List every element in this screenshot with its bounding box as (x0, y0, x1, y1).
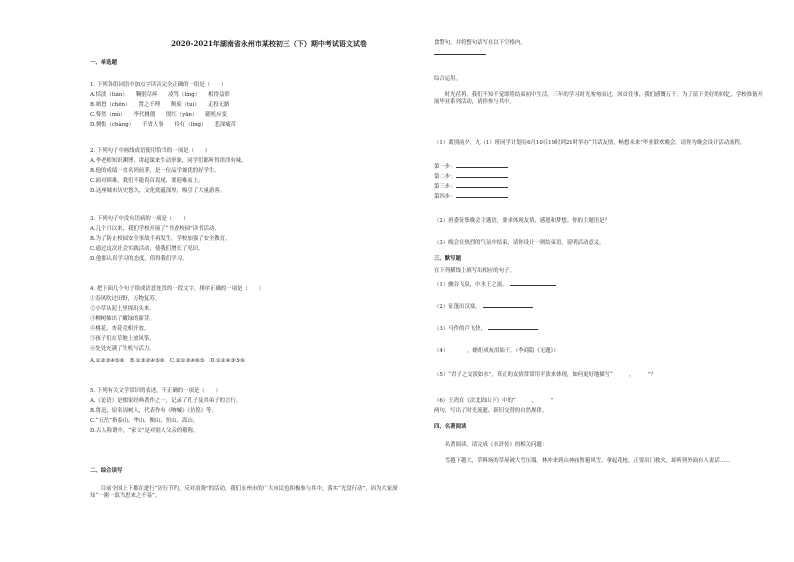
dictation-1: （1）幽谷飞泉，中水王之流。 (434, 282, 508, 288)
dictation-intro: 在下列横线上填写出相应的句子。 (434, 268, 515, 274)
dictation-blank[interactable] (483, 307, 533, 308)
dictation-3: （3）马作的卢飞快， (434, 326, 486, 332)
dictation-5: （5）“君子之交淡如水”，真正的友情常常用平淡来体现，如何更好地描写“ ， ”？ (434, 372, 656, 378)
dictation-2: （2）征蓬出汉塞， (434, 304, 481, 310)
q4-option: ③柳树抽出了嫩绿的新芽。 (90, 316, 155, 322)
dictation-4: （4） ，蜡炬成灰泪始干。（李商隐《无题》） (434, 348, 559, 354)
section-one: 一、单选题 (90, 60, 117, 66)
step-3 (434, 184, 508, 191)
q1-option: D.惆怅（chàng） 不省人事 伶仃（líng） 悲深痛苦 (90, 122, 237, 128)
dictation-6: （6）王湾在《次北固山下》中的“ ， ” (434, 398, 554, 404)
dictation-blank[interactable] (510, 285, 556, 286)
step-1 (434, 164, 508, 171)
q2-option: A.李老师知识渊博，讲起课来生动形象，同学们都听得津津有味。 (90, 158, 247, 164)
q4-option: ④桃花、杏花竞相开放。 (90, 326, 150, 332)
q4-stem: 4. 把下面几个句子组成语意连贯的一段文字，排序正确的一项是（ ） (90, 286, 264, 292)
exam-sheet (78, 36, 772, 536)
q1-option: A.恬淡（tián） 鞠躬尽瘁 凌驾（líng） 相得益彰 (90, 92, 230, 98)
step-2-label: 第二步： (434, 174, 456, 180)
q1-option: C.蓦然（mò） 李代桃僵 殷红（yān） 随机应变 (90, 112, 227, 118)
q4-option: ②小草从泥土里探出头来。 (90, 306, 155, 312)
reading-intro: 目前全国上下都在进行“厉行节约，反对浪费”的活动，我们永州市的广大市民也积极参与其中，落实“光盘行动”，因为大家深知“一粥一饭当思来之不易”。 (90, 486, 398, 500)
section-comp: 综合运用。 (434, 76, 461, 82)
step-3-blank[interactable] (456, 187, 508, 188)
q2-option: C.面对困难，我们不能畏首畏尾，要迎难而上。 (90, 178, 204, 184)
step-4-blank[interactable] (456, 197, 508, 198)
q3-stem: 3. 下列句子中没有语病的一项是（ ） (90, 216, 189, 222)
q5-stem: 5. 下列有关文学常识的表述，不正确的一项是（ ） (90, 388, 221, 394)
comp-intro: 时光荏苒，我们不知不觉即将结束初中生活。三年的学习时光匆匆而过，回首往事，我们感慨万千。为了留下美好的回忆，学校准备开展毕业系列活动，请你参与其中。 (434, 92, 763, 106)
dictation-item (434, 304, 533, 311)
step-1-blank[interactable] (456, 167, 508, 168)
paper-title: 2020-2021年湖南省永州市某校初三（下）期中考试语文试卷 (171, 39, 367, 48)
q3-option: C.通过这次社会实践活动，使我们增长了见识。 (90, 246, 204, 252)
q2-option: B.他的成绩一直名列前茅，是一位品学兼优的好学生。 (90, 168, 220, 174)
dictation-item (434, 348, 559, 355)
comp-q1: （1）离别前夕，九（1）班同学计划在6月10日19时到21时举办“共话友情，畅想未来”毕业联欢晚会。请你为晚会设计活动流程。 (434, 140, 746, 146)
q4-option: ⑥处处充满了生机与活力。 (90, 346, 155, 352)
step-2-blank[interactable] (456, 177, 508, 178)
section-three: 三、默写题 (434, 256, 461, 262)
dictation-blank[interactable] (488, 329, 538, 330)
section-two: 二、综合读写 (90, 468, 123, 474)
q5-option: C.“五岳”指泰山、华山、衡山、恒山、嵩山。 (90, 418, 199, 424)
dictation-item (434, 372, 656, 379)
comp-q2: （2）班委征集晚会主题语，要求体现友情、感恩和梦想。你的主题语是？ (434, 218, 610, 224)
q1-option: B.嗔怒（chēn） 置之不理 颓废（tuí） 走投无路 (90, 102, 230, 108)
q2-stem: 2. 下列句子中画线成语使用恰当的一项是（ ） (90, 148, 211, 154)
q1-stem: 1. 下列各组词语中加点字读音完全正确的一组是（ ） (90, 82, 227, 88)
q5-option: B.鲁迅，原名周树人，代表作有《呐喊》《彷徨》等。 (90, 408, 217, 414)
answer-blank[interactable] (434, 54, 486, 55)
step-4-label: 第四步： (434, 194, 456, 200)
step-4 (434, 194, 508, 201)
q2-option: D.这座城市历史悠久，文化底蕴深厚，吸引了大量游客。 (90, 188, 226, 194)
q3-option: B.为了防止校园安全事故不再发生，学校加强了安全教育。 (90, 236, 231, 242)
step-2 (434, 174, 508, 181)
reading-text: 雪越下越大，草料场的草屋被大雪压塌。林冲来到山神庙暂避风雪，拿起花枪，正要出门救火，却听到外面有人说话…… (434, 458, 731, 464)
step-3-label: 第三步： (434, 184, 456, 190)
dictation-item (434, 398, 553, 405)
dictation-item (434, 408, 547, 415)
reading-intro-right: 名著阅读。请完成《水浒传》的相关问题： (434, 442, 548, 448)
q4-answers: A.①②③④⑤⑥ B.①③②④⑤⑥ C.②①③④⑥⑤ D.①②④③⑤⑥ (90, 358, 245, 364)
q4-option: ⑤孩子们在草地上放风筝。 (90, 336, 155, 342)
section-four: 四、名著阅读 (434, 424, 467, 430)
dictation-6b: 两句，写出了时光流逝、新旧交替的自然规律。 (434, 408, 548, 414)
q4-option: ①春风吹过田野，万物复苏。 (90, 296, 161, 302)
q3-option: A.几个月以来，我们学校开展了“书香校园”读书活动。 (90, 226, 220, 232)
q3-option: D.他那认真学习的态度，值得我们学习。 (90, 256, 188, 262)
step-1-label: 第一步： (434, 164, 456, 170)
dictation-item (434, 282, 556, 289)
comp-q3: （3）晚会在热烈的气氛中结束，请你设计一则结束语，说明活动意义。 (434, 240, 605, 246)
q5-option: A.《论语》是儒家经典著作之一，记录了孔子及其弟子的言行。 (90, 398, 242, 404)
q5-option: D.古人称谓中，“家父”是对别人父亲的敬称。 (90, 428, 199, 434)
dictation-item (434, 326, 538, 333)
right-top-text: 食警句，并将整句话写在以下空格内。 (434, 40, 526, 46)
